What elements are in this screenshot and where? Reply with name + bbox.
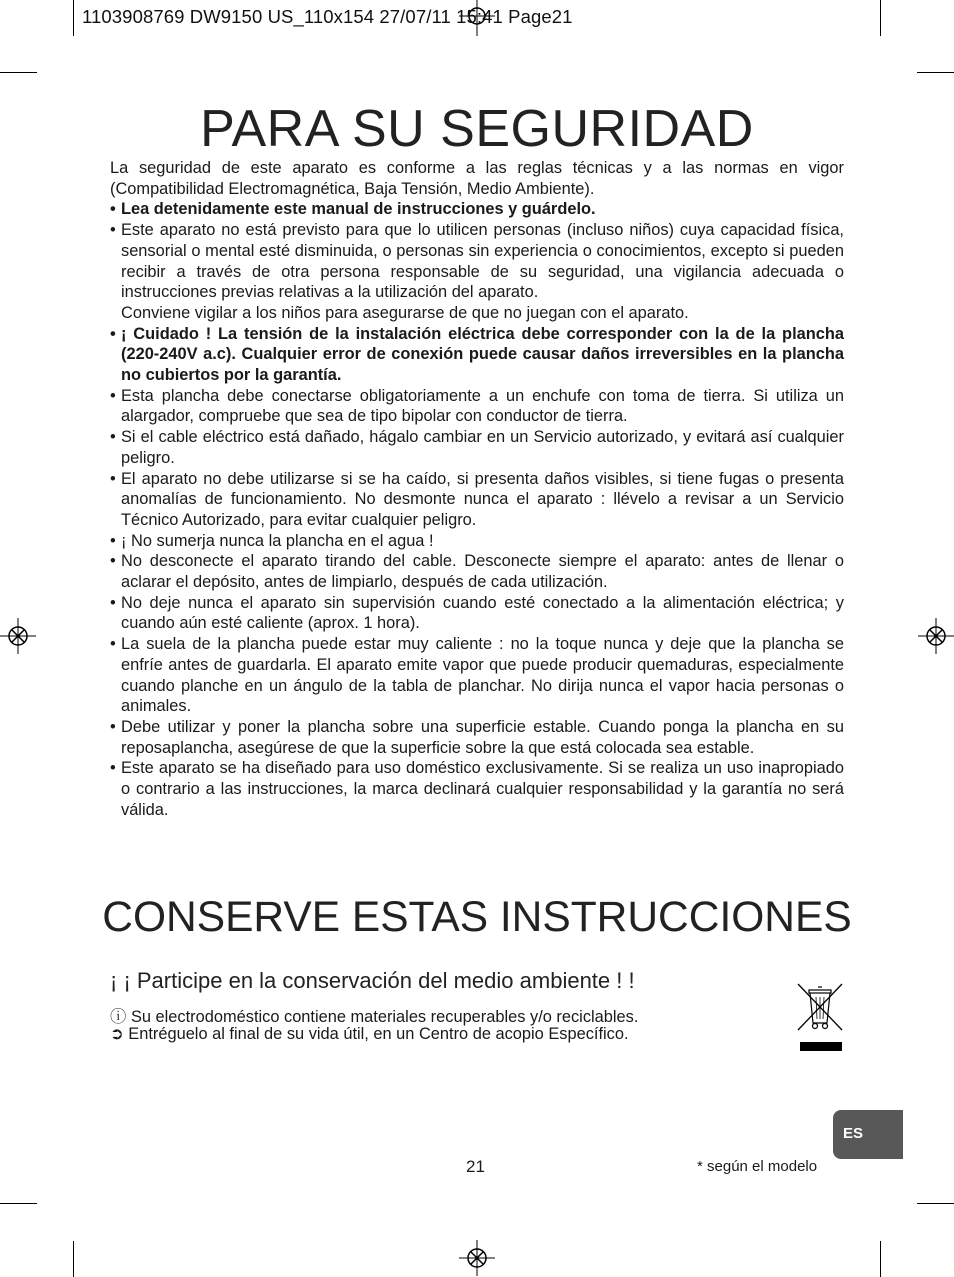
list-item-text: El aparato no debe utilizarse si se ha caído, si presenta daños visibles, si tiene fugas o presenta anomalías de funcionamiento. No desmonte nunca el aparato : llévelo a revisar a un Servicio Técnico Autorizado, para evitar cualquier peligro.	[121, 469, 844, 529]
page-number: 21	[466, 1157, 485, 1176]
crop-mark	[880, 0, 881, 36]
language-tab	[833, 1110, 903, 1159]
bullet: •	[110, 593, 116, 612]
bullet: •	[110, 324, 116, 343]
crop-mark	[917, 1203, 954, 1204]
bullet: •	[110, 200, 116, 219]
crossed-out-wheelie-bin-icon	[796, 980, 844, 1052]
environment-disposal-line	[110, 1024, 629, 1044]
list-item-text: Si el cable eléctrico está dañado, hágalo cambiar en un Servicio autorizado, y evitará así cualquier peligro.	[121, 428, 844, 467]
safety-body	[110, 158, 844, 821]
footnote: * según el modelo	[697, 1158, 818, 1175]
bullet: •	[110, 717, 116, 736]
list-item-text: ¡ No sumerja nunca la plancha en el agua !	[121, 531, 434, 550]
list-item	[110, 593, 844, 634]
list-item-text: Este aparato se ha diseñado para uso doméstico exclusivamente. Si se realiza un uso inapropiado o contrario a las instrucciones, la marca declinará cualquier responsabilidad y la garantía no será válida.	[121, 759, 844, 819]
list-item	[110, 469, 844, 531]
list-item-text: No desconecte el aparato tirando del cable. Desconecte siempre el aparato: antes de llenar o aclarar el depósito, antes de limpiarlo, después de cada utilización.	[121, 552, 844, 592]
list-item	[110, 758, 844, 820]
crop-mark	[0, 1203, 37, 1204]
list-item-text: Debe utilizar y poner la plancha sobre una superficie estable. Cuando ponga la plancha en su reposaplancha, asegúrese de que la superficie sobre la que está colocada sea estable.	[121, 717, 844, 757]
crop-mark	[0, 72, 37, 73]
list-item	[110, 220, 844, 324]
list-item-subtext: Conviene vigilar a los niños para asegurarse de que no juegan con el aparato.	[121, 303, 689, 322]
list-item-text: La suela de la plancha puede estar muy caliente : no la toque nunca y deje que la plancha se enfríe antes de guardarla. El aparato emite vapor que puede producir quemaduras, especialmente cuando planche en un ángulo de la tabla de planchar. No dirija nunca el vapor hacia personas o animales.	[121, 635, 844, 716]
list-item-text: Lea detenidamente este manual de instrucciones y guárdelo.	[121, 200, 596, 219]
list-item	[110, 551, 844, 592]
list-item	[110, 427, 844, 468]
info-icon: ⓘ	[110, 1008, 127, 1026]
environment-title: ¡ ¡ Participe en la conservación del medio ambiente ! !	[110, 968, 635, 993]
print-slug: 1103908769 DW9150 US_110x154 27/07/11 15:41 Page21	[82, 6, 573, 27]
list-item	[110, 199, 844, 220]
environment-info-text: Su electrodoméstico contiene materiales recuperables y/o reciclables.	[126, 1008, 639, 1026]
bullet: •	[110, 428, 116, 447]
list-item	[110, 531, 844, 552]
crop-mark	[880, 1241, 881, 1277]
environment-disposal-text: Entréguelo al final de su vida útil, en un Centro de acopio Específico.	[123, 1025, 629, 1043]
bullet: •	[110, 552, 116, 571]
language-tab-label: ES	[843, 1125, 864, 1142]
list-item-text: No deje nunca el aparato sin supervisión cuando esté conectado a la alimentación eléctrica; y cuando aún esté caliente (aprox. 1 hora).	[121, 593, 844, 633]
conserve-title: CONSERVE ESTAS INSTRUCCIONES	[102, 894, 852, 941]
registration-mark-icon	[0, 618, 36, 654]
bullet: •	[110, 221, 116, 240]
list-item-text: Esta plancha debe conectarse obligatoriamente a un enchufe con toma de tierra. Si utiliza un alargador, compruebe que sea de tipo bipolar con conductor de tierra.	[121, 386, 844, 426]
safety-list	[110, 199, 844, 820]
list-item-text: Este aparato no está previsto para que lo utilicen personas (incluso niños) cuya capacidad física, sensorial o mental esté disminuida, o personas sin experiencia o conocimientos, excepto si pueden recibir a través de otra persona responsable de su seguridad, una vigilancia adecuada o instrucciones previas relativas a la utilización del aparato.	[121, 221, 844, 302]
list-item	[110, 717, 844, 758]
bullet: •	[110, 759, 116, 778]
crop-mark	[73, 0, 74, 36]
list-item	[110, 634, 844, 717]
bullet: •	[110, 386, 116, 405]
registration-mark-icon	[459, 1240, 495, 1276]
page-title: PARA SU SEGURIDAD	[200, 100, 754, 158]
arrow-icon: ➲	[110, 1025, 124, 1043]
list-item-text: ¡ Cuidado ! La tensión de la instalación eléctrica debe corresponder con la de la plancha (220-240V a.c). Cualquier error de conexión puede causar daños irreversibles en la plancha no cubiertos por la garantía.	[121, 324, 844, 385]
bullet: •	[110, 469, 116, 488]
bullet: •	[110, 531, 116, 550]
registration-mark-icon	[918, 618, 954, 654]
crop-mark	[917, 72, 954, 73]
crop-mark	[73, 1241, 74, 1277]
list-item	[110, 324, 844, 386]
bullet: •	[110, 635, 116, 654]
list-item	[110, 386, 844, 427]
safety-intro: La seguridad de este aparato es conforme a las reglas técnicas y a las normas en vigor (Compatibilidad Electromagnética, Baja Tensión, Medio Ambiente).	[110, 159, 844, 198]
